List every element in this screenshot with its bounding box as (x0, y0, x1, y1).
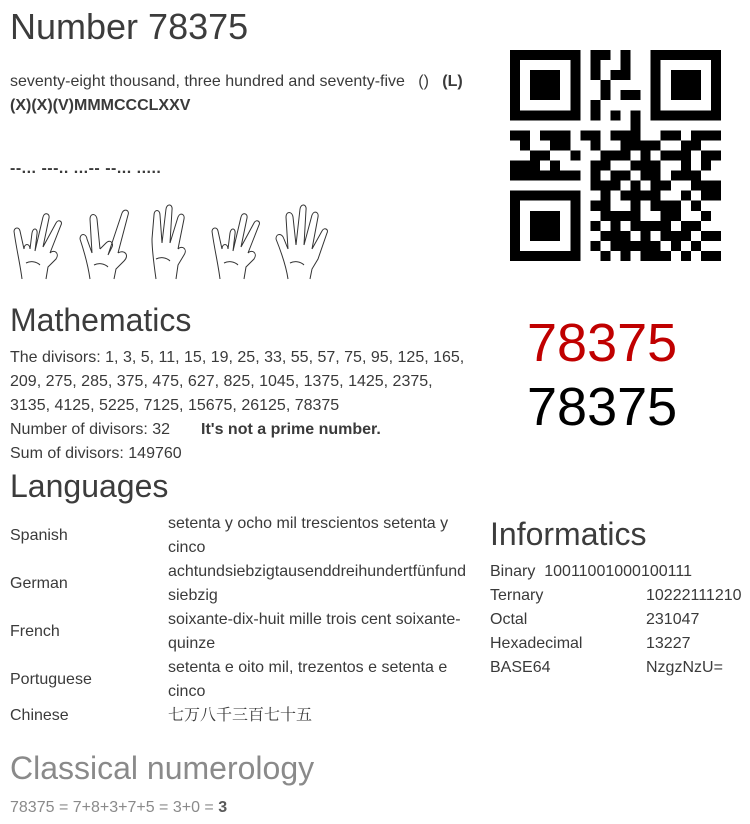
language-value: 七万八千三百七十五 (168, 707, 313, 724)
hand-sign-icon (212, 214, 259, 279)
hand-sign-icon (14, 214, 61, 279)
info-value: 13227 (646, 635, 691, 652)
binary-value: 10011001000100111 (544, 563, 692, 580)
binary-label: Binary (490, 563, 536, 580)
roman-numeral: (L)(X)(X)(V)MMMCCCLXXV (10, 73, 463, 114)
num-divisors-label: Number of divisors: (10, 421, 148, 438)
language-value: achtundsiebzigtausenddreihundertfünfund siebzig (168, 563, 467, 604)
language-name: Chinese (10, 707, 69, 724)
info-label: Hexadecimal (490, 635, 583, 652)
hand-sign-icon (152, 205, 185, 279)
language-value: soixante-dix-huit mille trois cent soixante-quinze (168, 611, 461, 652)
num-divisors-value: 32 (152, 421, 171, 438)
info-value: 10222111210 (646, 587, 742, 604)
number-of-divisors (10, 418, 170, 442)
number-display-red: 78375 (527, 313, 678, 373)
binary-row (490, 560, 692, 584)
divisors-list (10, 346, 475, 418)
numerology-result: 3 (218, 799, 228, 816)
page-title: Number 78375 (10, 6, 249, 47)
language-value: setenta y ocho mil trescientos setenta y cinco (168, 515, 449, 556)
number-in-words: seventy-eight thousand, three hundred and seventy-five (10, 73, 405, 90)
morse-code: --... ---.. ...-- --... ..... (10, 160, 162, 177)
prime-status: It's not a prime number. (201, 421, 381, 438)
number-words (10, 70, 480, 118)
divisors-label: The divisors: (10, 349, 101, 366)
hand-signs (10, 203, 340, 283)
languages-heading: Languages (10, 468, 169, 504)
language-name: German (10, 575, 68, 592)
hand-sign-icon (276, 205, 327, 279)
qr-code (510, 50, 721, 261)
numerology-formula (10, 796, 227, 820)
divisors-values: 1, 3, 5, 11, 15, 19, 25, 33, 55, 57, 75, 95, 125, 165, 209, 275, 285, 375, 475, 627, 825, 1045, 1375, 1425, 2375, 3135, 4125, 5225, 7125, 15675, 26125, 78375 (10, 349, 465, 414)
info-value: NzgzNzU= (646, 659, 723, 676)
info-value: 231047 (646, 611, 700, 628)
language-value: setenta e oito mil, trezentos e setenta e cinco (168, 659, 448, 700)
language-name: Spanish (10, 527, 68, 544)
numerology-heading: Classical numerology (10, 750, 315, 786)
sum-value: 149760 (128, 445, 182, 462)
language-name: French (10, 623, 60, 640)
info-label: BASE64 (490, 659, 551, 676)
sum-label: Sum of divisors: (10, 445, 124, 462)
paren-note: () (418, 73, 429, 90)
hand-sign-icon (80, 210, 128, 279)
informatics-heading: Informatics (490, 516, 647, 552)
sum-of-divisors (10, 442, 182, 466)
language-name: Portuguese (10, 671, 92, 688)
info-label: Ternary (490, 587, 544, 604)
number-display-black: 78375 (527, 377, 678, 437)
numerology-expression: 78375 = 7+8+3+7+5 = 3+0 = (10, 799, 214, 816)
info-label: Octal (490, 611, 528, 628)
mathematics-heading: Mathematics (10, 302, 192, 338)
